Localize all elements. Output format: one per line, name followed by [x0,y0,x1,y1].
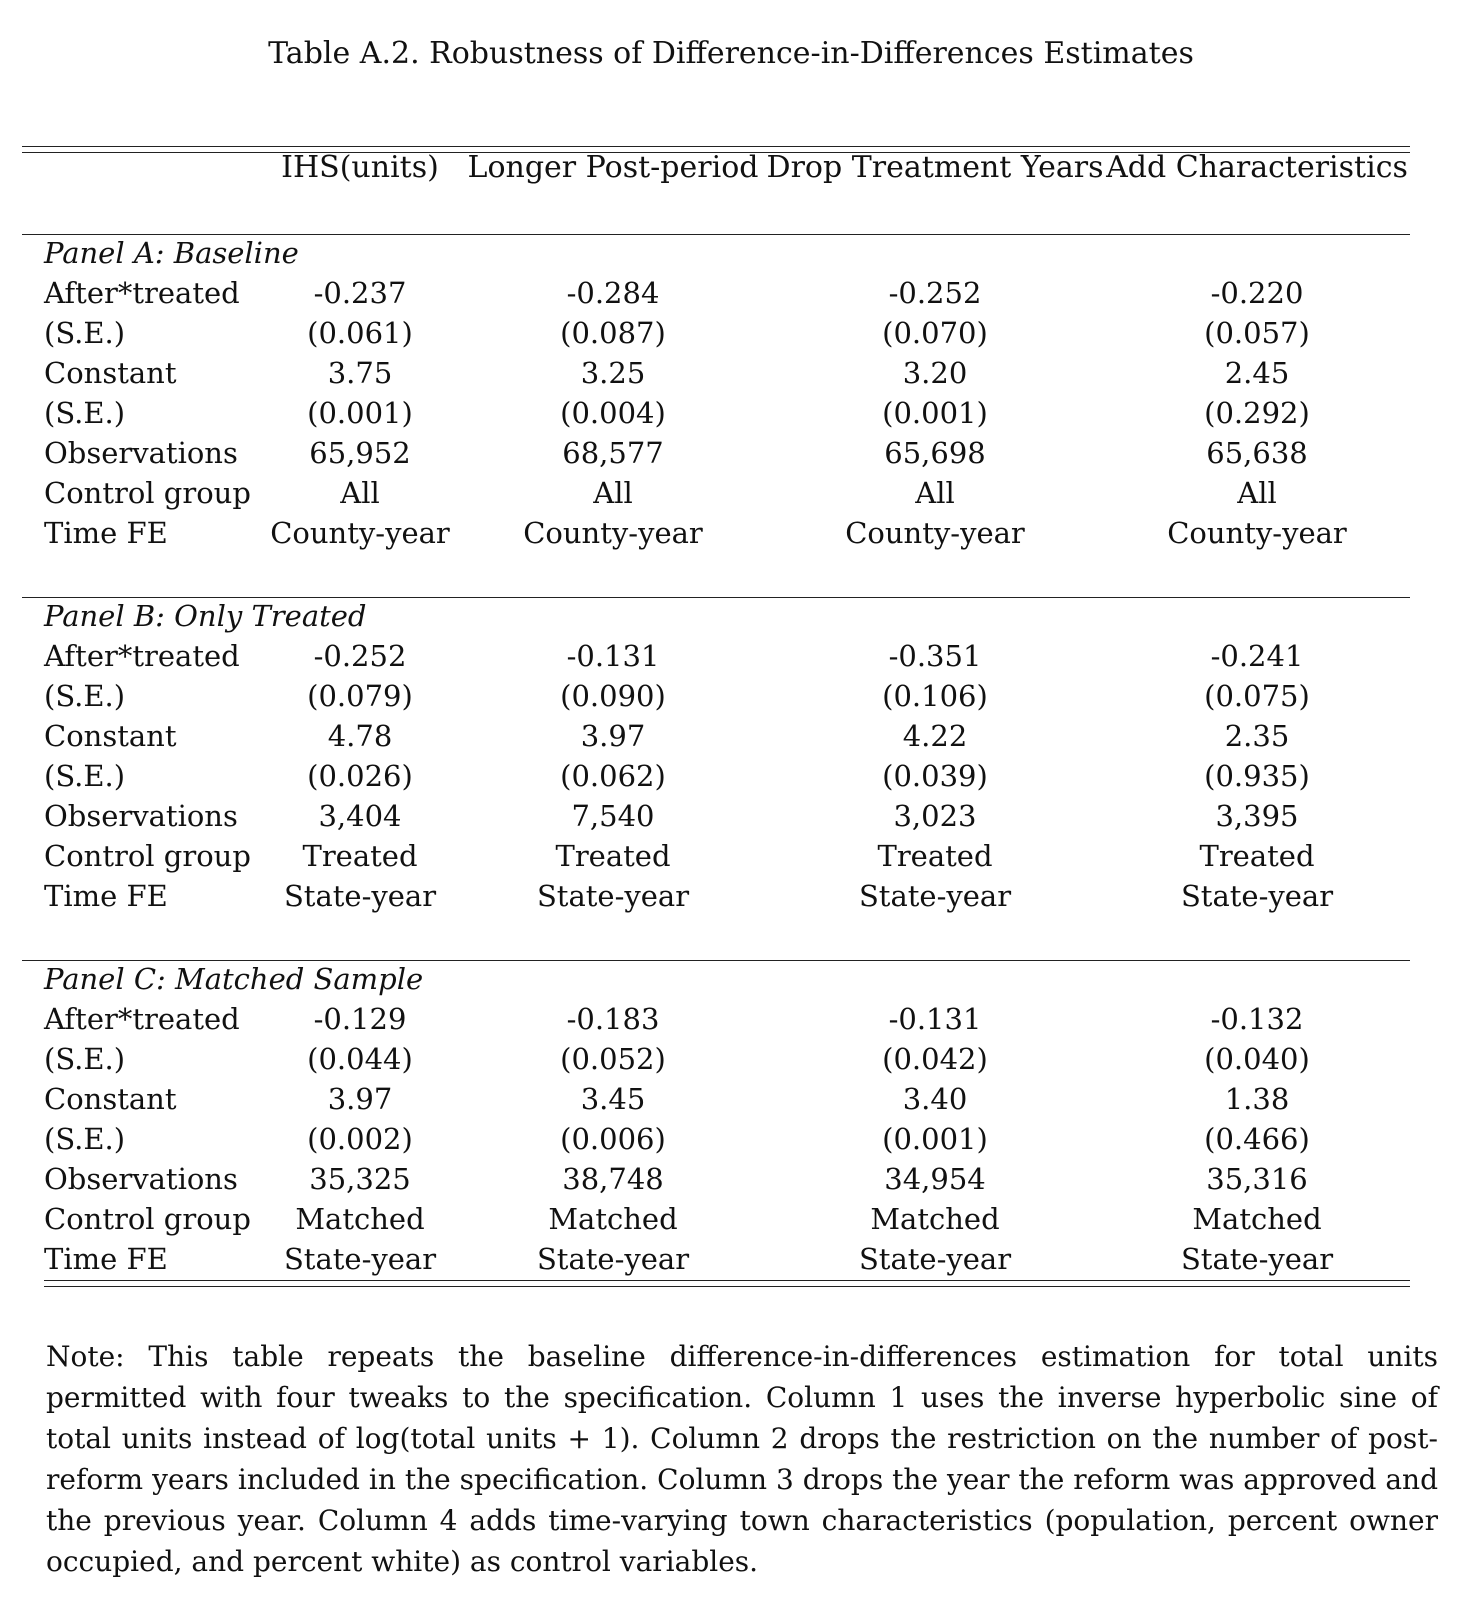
table-cell: (0.090) [560,679,666,713]
table-cell: County-year [845,516,1025,550]
table-cell: -0.237 [313,276,407,310]
table-cell: (0.106) [882,679,988,713]
panel-title: Panel A: Baseline [44,236,299,270]
table-cell: -0.241 [1210,639,1304,673]
table-cell: State-year [1180,1242,1334,1276]
table-cell: All [593,476,633,510]
table-cell: State-year [858,879,1012,913]
table-cell: State-year [283,879,437,913]
table-note: Note: This table repeats the baseline difference-in-differences estimation for total units permitted with four tweaks to the specification. Column 1 uses the inverse hyperbolic sine of total units instead of log(total units + 1). Column 2 drops the restriction on the number of post-reform years included in the specification. Column 3 drops the year the reform was approved and the previous year. Column 4 adds time-varying town characteristics (population, percent owner occupied, and percent white) as control variables. [46,1340,1438,1578]
table-cell: (0.001) [882,1122,988,1156]
table-cell: Treated [302,839,418,873]
table-cell: (0.001) [307,396,413,430]
table-cell: (0.062) [560,759,666,793]
row-label: Observations [44,1162,238,1196]
row-label: Constant [44,1082,177,1116]
table-row [0,276,1462,318]
table-cell: (0.006) [560,1122,666,1156]
row-label: (S.E.) [44,1042,126,1076]
row-label: Control group [44,476,251,510]
table-cell: (0.044) [307,1042,413,1076]
row-label: After*treated [44,1002,240,1036]
table-cell: State-year [283,1242,437,1276]
table-cell: (0.040) [1204,1042,1310,1076]
panel-title: Panel C: Matched Sample [44,962,424,996]
table-cell: (0.935) [1204,759,1310,793]
row-label: After*treated [44,276,240,310]
table-row [0,679,1462,721]
top-rule [22,146,1410,147]
table-row [0,839,1462,881]
table-cell: Treated [1199,839,1315,873]
table-cell: 65,698 [884,436,986,470]
table-cell: All [1237,476,1277,510]
table-cell: 3.97 [580,719,646,753]
bottom-rule [44,1280,1410,1281]
table-cell: County-year [270,516,450,550]
panel-title: Panel B: Only Treated [44,599,367,633]
row-label: (S.E.) [44,1122,126,1156]
table-row [0,759,1462,801]
table-row [0,1122,1462,1164]
table-cell: -0.252 [888,276,982,310]
table-cell: (0.039) [882,759,988,793]
table-cell: (0.002) [307,1122,413,1156]
table-cell: (0.026) [307,759,413,793]
row-label: Constant [44,356,177,390]
table-row [0,396,1462,438]
column-header-row [0,150,1462,190]
table-cell: 3.25 [580,356,646,390]
table-cell: -0.351 [888,639,982,673]
table-row [0,436,1462,478]
table-cell: 4.22 [902,719,968,753]
row-label: After*treated [44,639,240,673]
table-cell: -0.252 [313,639,407,673]
table-cell: 65,952 [309,436,411,470]
table-cell: 3,395 [1215,799,1299,833]
table-cell: 2.45 [1224,356,1290,390]
table-cell: -0.284 [566,276,660,310]
table-cell: -0.131 [888,1002,982,1036]
table-cell: (0.042) [882,1042,988,1076]
table-cell: State-year [858,1242,1012,1276]
table-row [0,1162,1462,1204]
table-cell: -0.220 [1210,276,1304,310]
column-header: IHS(units) [281,150,439,185]
table-cell: Matched [870,1202,1000,1236]
table-cell: 3.97 [327,1082,393,1116]
table-row [0,719,1462,761]
table-title: Table A.2. Robustness of Difference-in-Differences Estimates [268,36,1194,71]
row-label: Control group [44,1202,251,1236]
row-label: Constant [44,719,177,753]
table-cell: Matched [548,1202,678,1236]
row-label: Time FE [44,1242,168,1276]
row-label: (S.E.) [44,679,126,713]
table-cell: County-year [523,516,703,550]
table-cell: 38,748 [562,1162,664,1196]
table-row [0,1002,1462,1044]
table-cell: 35,316 [1206,1162,1308,1196]
table-row [0,356,1462,398]
table-cell: County-year [1167,516,1347,550]
table-cell: Matched [1192,1202,1322,1236]
table-cell: State-year [536,1242,690,1276]
table-row [0,1042,1462,1084]
table-row [0,799,1462,841]
table-row [0,879,1462,921]
table-row [0,639,1462,681]
table-cell: All [915,476,955,510]
column-header: Longer Post-period [467,150,759,185]
table-row [0,516,1462,558]
table-cell: (0.075) [1204,679,1310,713]
row-label: Observations [44,799,238,833]
table-cell: -0.129 [313,1002,407,1036]
table-cell: (0.057) [1204,316,1310,350]
row-label: Observations [44,436,238,470]
table-cell: (0.001) [882,396,988,430]
table-cell: 1.38 [1224,1082,1290,1116]
header-rule [22,234,1410,235]
row-label: (S.E.) [44,396,126,430]
table-cell: (0.052) [560,1042,666,1076]
table-cell: (0.466) [1204,1122,1310,1156]
table-cell: State-year [1180,879,1334,913]
table-cell: 35,325 [309,1162,411,1196]
table-row [0,1242,1462,1284]
table-cell: 3.45 [580,1082,646,1116]
table-cell: 4.78 [327,719,393,753]
table-row [0,476,1462,518]
table-cell: (0.292) [1204,396,1310,430]
table-cell: 3.20 [902,356,968,390]
table-cell: Matched [295,1202,425,1236]
table-cell: 34,954 [884,1162,986,1196]
table-cell: 7,540 [571,799,655,833]
table-cell: Treated [555,839,671,873]
row-label: (S.E.) [44,316,126,350]
panel-rule [22,597,1410,598]
row-label: Time FE [44,516,168,550]
column-header: Add Characteristics [1106,150,1408,185]
table-cell: All [340,476,380,510]
row-label: Control group [44,839,251,873]
table-cell: (0.070) [882,316,988,350]
table-row [0,316,1462,358]
table-row [0,1202,1462,1244]
table-cell: 68,577 [562,436,664,470]
table-cell: -0.183 [566,1002,660,1036]
row-label: Time FE [44,879,168,913]
table-cell: (0.079) [307,679,413,713]
column-header: Drop Treatment Years [766,150,1104,185]
table-cell: State-year [536,879,690,913]
table-cell: (0.087) [560,316,666,350]
table-cell: -0.131 [566,639,660,673]
table-cell: 3.40 [902,1082,968,1116]
table-cell: 2.35 [1224,719,1290,753]
table-cell: (0.004) [560,396,666,430]
table-cell: 3,023 [893,799,977,833]
panel-rule [22,960,1410,961]
bottom-rule-2 [44,1286,1410,1287]
row-label: (S.E.) [44,759,126,793]
table-cell: Treated [877,839,993,873]
table-cell: 65,638 [1206,436,1308,470]
table-cell: 3,404 [318,799,402,833]
table-cell: -0.132 [1210,1002,1304,1036]
table-cell: (0.061) [307,316,413,350]
table-cell: 3.75 [327,356,393,390]
table-row [0,1082,1462,1124]
